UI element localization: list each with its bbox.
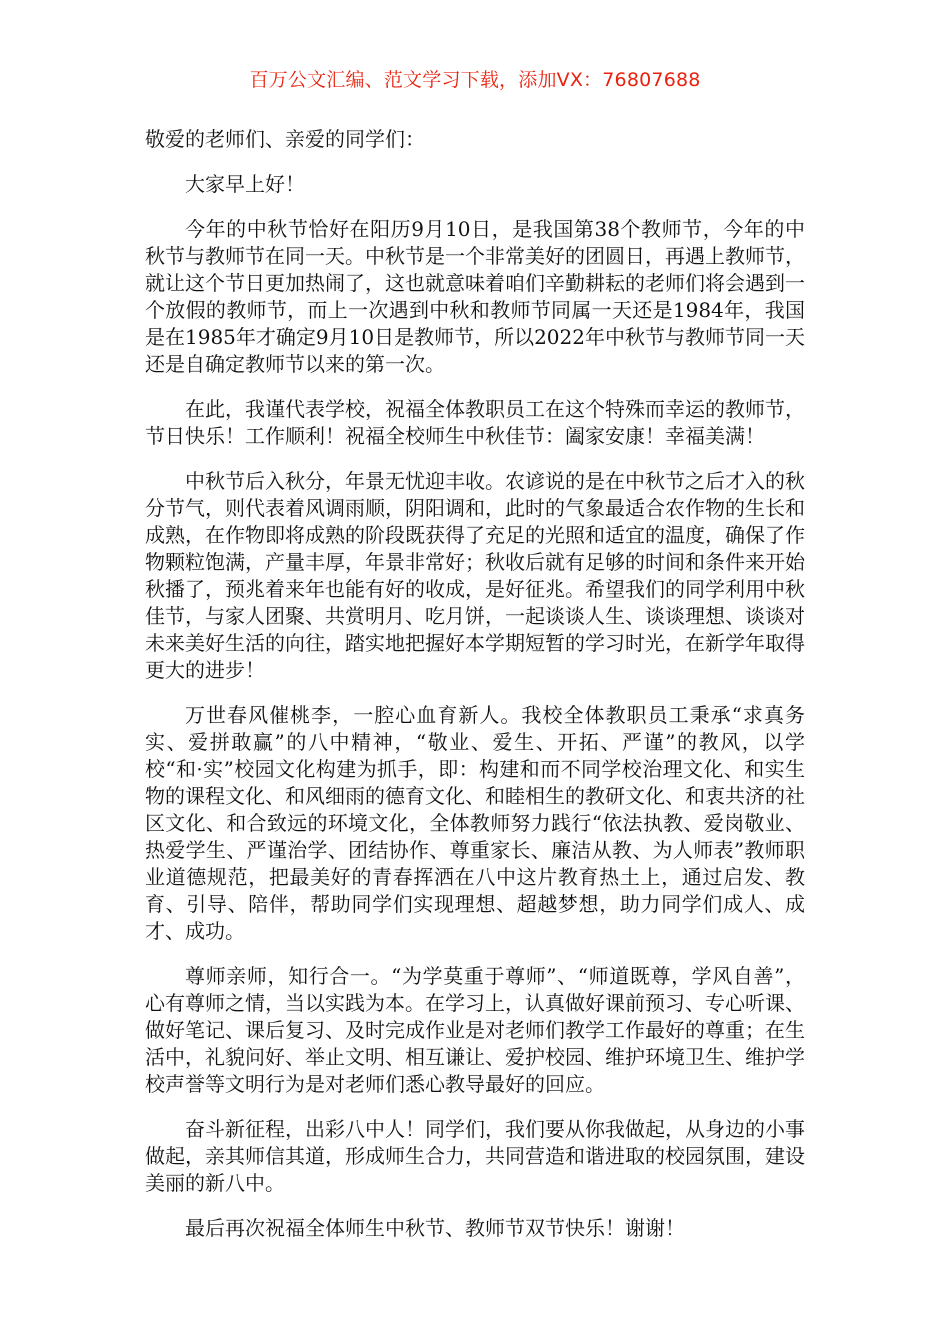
paragraph-autumn-harvest: 中秋节后入秋分，年景无忧迎丰收。农谚说的是在中秋节之后才入的秋分节气，则代表着风调雨顺，阴阳调和，此时的气象最适合农作物的生长和成熟，在作物即将成熟的阶段既获得了充足的光照和适宜的温度，确保了作物颗粒饱满，产量丰厚，年景非常好；秋收后就有足够的时间和条件来开始秋播了，预兆着来年也能有好的收成，是好征兆。希望我们的同学利用中秋佳节，与家人团聚、共赏明月、吃月饼，一起谈谈人生、谈谈理想、谈谈对未来美好生活的向往，踏实地把握好本学期短暂的学习时光，在新学年取得更大的进步！ [145,469,805,682]
paragraph-school-spirit: 万世春风催桃李，一腔心血育新人。我校全体教职员工秉承“求真务实、爱拼敢赢”的八中精神，“敬业、爱生、开拓、严谨”的教风，以学校“和·实”校园文化构建为抓手，即：构建和而不同学校治理文化、和实生物的课程文化、和风细雨的德育文化、和睦相生的教研文化、和衷共济的社区文化、和合致远的环境文化，全体教师努力践行“依法执教、爱岗敬业、热爱学生、严谨治学、团结协作、尊重家长、廉洁从教、为人师表”教师职业道德规范，把最美好的青春挥洒在八中这片教育热土上，通过启发、教育、引导、陪伴，帮助同学们实现理想、超越梦想，助力同学们成人、成才、成功。 [145,703,805,943]
header-banner: 百万公文汇编、范文学习下载，添加VX：76807688 [249,69,701,91]
paragraph-blessing: 在此，我谨代表学校，祝福全体教职员工在这个特殊而幸运的教师节，节日快乐！工作顺利！祝福全校师生中秋佳节：阖家安康！幸福美满！ [145,397,805,448]
document-body [145,126,805,1260]
paragraph-new-journey: 奋斗新征程，出彩八中人！同学们，我们要从你我做起，从身边的小事做起，亲其师信其道，形成师生合力，共同营造和谐进取的校园氛围，建设美丽的新八中。 [145,1117,805,1195]
paragraph-closing: 最后再次祝福全体师生中秋节、教师节双节快乐！谢谢！ [185,1216,685,1240]
paragraph-respect-teachers: 尊师亲师，知行合一。“为学莫重于尊师”、“师道既尊，学风自善”，心有尊师之情，当以实践为本。在学习上，认真做好课前预习、专心听课、做好笔记、课后复习、及时完成作业是对老师们教学工作最好的尊重；在生活中，礼貌问好、举止文明、相互谦让、爱护校园、维护环境卫生、维护学校声誉等文明行为是对老师们悉心教导最好的回应。 [145,964,805,1096]
paragraph-festival-date: 今年的中秋节恰好在阳历9月10日，是我国第38个教师节，今年的中秋节与教师节在同一天。中秋节是一个非常美好的团圆日，再遇上教师节，就让这个节日更加热闹了，这也就意味着咱们辛勤耕耘的老师们将会遇到一个放假的教师节，而上一次遇到中秋和教师节同属一天还是1984年，我国是在1985年才确定9月10日是教师节，所以2022年中秋节与教师节同一天还是自确定教师节以来的第一次。 [145,217,805,376]
paragraph-greeting: 大家早上好！ [185,172,305,196]
salutation: 敬爱的老师们、亲爱的同学们： [145,127,425,151]
